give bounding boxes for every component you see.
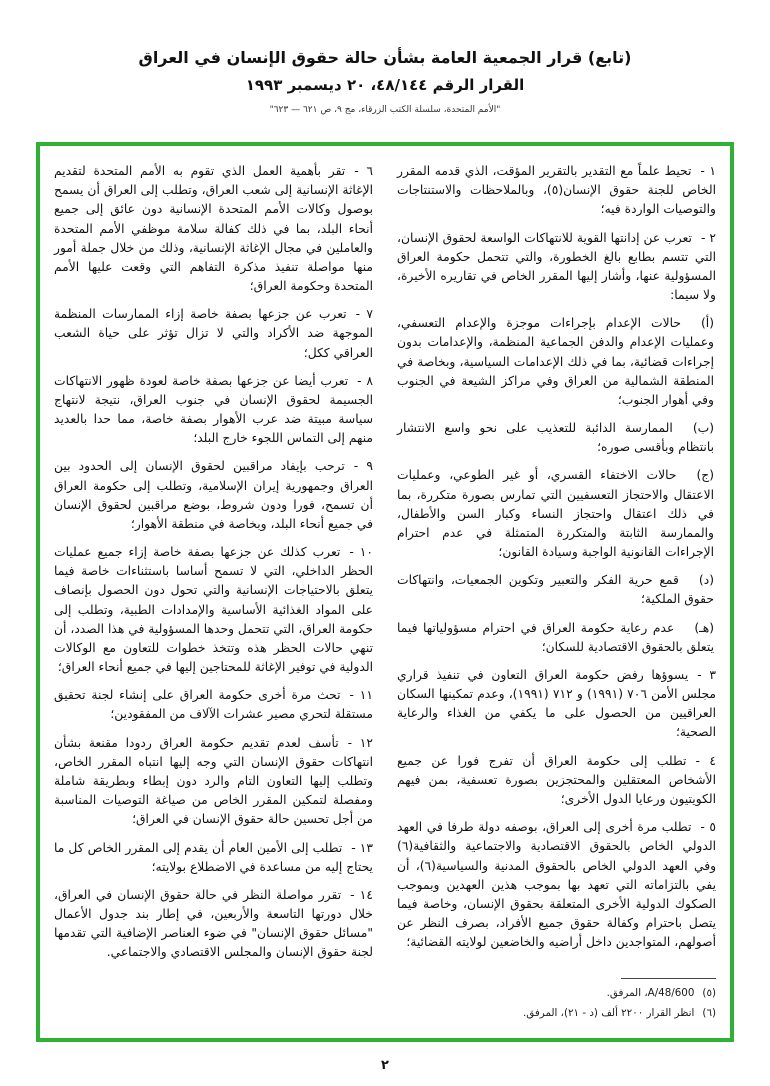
paragraph <box>397 314 716 410</box>
paragraph-text: تعرب عن جزعها بصفة خاصة إزاء الممارسات المنظمة الموجهة ضد الأكراد والتي لا تزال تؤثر على حياة الشعب العراقي ككل؛ <box>54 307 373 360</box>
item-marker: ٤ - <box>695 753 716 768</box>
paragraph-text: تطلب إلى الأمين العام أن يقدم إلى المقرر الخاص كل ما يحتاج إليه من مساعدة في الاضطلاع بولايته؛ <box>54 840 373 874</box>
footnote-marker: (٥) <box>702 987 716 1000</box>
paragraph <box>397 818 716 952</box>
item-marker: (د) <box>698 573 714 588</box>
paragraph <box>54 457 373 534</box>
footnote-text: انظر القرار ٢٢٠٠ ألف (د - ٢١)، المرفق. <box>522 1007 695 1020</box>
paragraph <box>397 419 716 457</box>
item-marker: ٢ - <box>700 230 716 245</box>
footnotes <box>397 966 716 1026</box>
footnote-text: A/48/600، المرفق. <box>606 987 695 1000</box>
right-column <box>397 162 716 1026</box>
content-frame <box>36 142 734 1042</box>
paragraph-text: تعرب أيضا عن جزعها بصفة خاصة لعودة ظهور الانتهاكات الجسيمة لحقوق الإنسان في جنوب العراق، نتيجة لانتهاج سياسة مبيتة ضد عرب الأهوار بصفة خاصة، مما حدا بالعديد منهم إلى التماس اللجوء خارج البلد؛ <box>54 373 373 446</box>
item-marker: (ب) <box>692 421 714 436</box>
paragraph-text: حالات الإعدام بإجراءات موجزة والإعدام التعسفي، وعمليات الإعدام والدفن الجماعية المنظمة، والإعدامات بدون إجراءات قضائية، بما في ذلك الإعدامات السياسية، وبخاصة في المنطقة الشمالية من العراق وفي مراكز الشيعة في الجنوب وفي أهوار الجنوب؛ <box>397 316 714 407</box>
item-marker: ١ - <box>700 164 716 178</box>
paragraph-text: حالات الاختفاء القسري، أو غير الطوعي، وعمليات الاعتقال والاحتجاز التعسفيين التي تمارس بصورة متكررة، بما في ذلك اعتقال واحتجاز النساء وكبار السن والأطفال، والممارسة الثابتة والمتكررة المتمثلة في عدم احترام الإجراءات القانونية الواجبة وسيادة القانون؛ <box>397 468 714 560</box>
item-marker: ١٤ - <box>350 887 373 902</box>
paragraph-text: تطلب مرة أخرى إلى العراق، بوصفه دولة طرفا في العهد الدولي الخاص بالحقوق الاقتصادية والاجتماعية والثقافية(٦) وفي العهد الدولي الخاص بالحقوق المدنية والسياسية(٦)، أن يفي بالتزاماته التي تعهد بها بموجب هذين العهدين وبموجب الصكوك الدولية الأخرى المتعلقة بحقوق الإنسان، وخاصة فيما يتصل باحترام وكفالة حقوق جميع الأفراد، بصرف النظر عن أصولهم، المتواجدين داخل أراضيه والخاضعين لولايته القضائية؛ <box>397 820 717 950</box>
paragraph-text: تعرب كذلك عن جزعها بصفة خاصة إزاء جميع عمليات الحظر الداخلي، التي لا تسمح أساسا باستثناءات خاصة فيما يتعلق بالاحتياجات الإنسانية والتي تحول دون الحصول بإنصاف على المواد الغذائية الأساسية والإمدادات الطبية، وتطلب إلى حكومة العراق، التي تتحمل وحدها المسؤولية في هذا الصدد، أن تنهي حالات الحظر هذه وتتخذ خطوات للتعاون مع الوكالات الدولية في توفير الإغاثة للمحتاجين إليها في جميع أنحاء العراق؛ <box>54 545 373 675</box>
item-marker: ١٠ - <box>349 545 373 560</box>
item-marker: (أ) <box>700 316 714 331</box>
paragraph-text: تأسف لعدم تقديم حكومة العراق ردودا مقنعة بشأن انتهاكات حقوق الإنسان التي وجه إليها انتباه المقرر الخاص، وتطلب إليها التعاون التام والرد دون إبطاء وبطريقة شاملة ومفصلة لتمكين المقرر الخاص من صياغة التوصيات المناسبة من أجل تحسين حالة حقوق الإنسان في العراق؛ <box>54 735 373 827</box>
paragraph-text: عدم رعاية حكومة العراق في احترام مسؤولياتها فيما يتعلق بالحقوق الاقتصادية للسكان؛ <box>397 620 714 654</box>
paragraph-text: الممارسة الدائبة للتعذيب على نحو واسع الانتشار بانتظام وبأقسى صوره؛ <box>397 421 714 455</box>
paragraph <box>397 162 716 220</box>
item-marker: ١١ - <box>349 688 373 703</box>
item-marker: ١٣ - <box>351 840 373 855</box>
item-marker: ٣ - <box>697 667 716 682</box>
paragraph <box>54 543 373 677</box>
paragraph-text: تحث مرة أخرى حكومة العراق على إنشاء لجنة تحقيق مستقلة لتحري مصير عشرات الآلاف من المفقودين؛ <box>54 688 373 722</box>
item-marker: ٨ - <box>357 373 373 388</box>
item-marker: (ج) <box>696 468 714 483</box>
paragraph <box>54 305 373 363</box>
footnote-divider <box>621 978 716 979</box>
item-marker: ٩ - <box>353 459 373 474</box>
item-marker: ٦ - <box>354 164 373 178</box>
paragraph <box>397 666 716 743</box>
paragraph-text: تطلب إلى حكومة العراق أن تفرج فورا عن جميع الأشخاص المعتقلين والمحتجزين بصورة تعسفية، بمن فيهم الكويتيون ورعايا الدول الأخرى؛ <box>397 753 716 806</box>
paragraph-text: تقرر مواصلة النظر في حالة حقوق الإنسان في العراق، خلال دورتها التاسعة والأربعين، في إطار بند جدول الأعمال "مسائل حقوق الإنسان" في ضوء العناصر الإضافية التي تقدمها لجنة حقوق الإنسان والمجلس الاقتصادي والاجتماعي. <box>54 887 373 960</box>
item-marker: ٧ - <box>355 307 373 322</box>
paragraph-text: ترحب بإيفاد مراقبين لحقوق الإنسان إلى الحدود بين العراق وجمهورية إيران الإسلامية، وتطلب إلى حكومة العراق أن تسمح، فورا ودون شروط، بوضع مراقبين لحقوق الإنسان في جميع أنحاء البلد، وبخاصة في منطقة الأهوار؛ <box>54 459 373 531</box>
page-number: ٢ <box>381 1058 389 1073</box>
paragraph <box>397 571 716 609</box>
paragraph <box>54 686 373 724</box>
footnote-marker: (٦) <box>702 1007 716 1020</box>
item-marker: (هـ) <box>694 620 714 635</box>
document-title: (تابع) قرار الجمعية العامة بشأن حالة حقوق الإنسان في العراق <box>138 48 632 67</box>
paragraph <box>397 229 716 306</box>
paragraph <box>54 839 373 877</box>
resolution-number: القرار الرقم ٤٨/١٤٤، ٢٠ ديسمبر ١٩٩٣ <box>245 76 525 94</box>
item-marker: ٥ - <box>700 820 716 835</box>
left-column <box>54 162 373 1026</box>
paragraph <box>397 752 716 810</box>
paragraph <box>397 619 716 657</box>
paragraph-text: تقر بأهمية العمل الذي تقوم به الأمم المتحدة لتقديم الإغاثة الإنسانية إلى شعب العراق، وتطلب إلى العراق أن يسمح بوصول وكالات الأمم المتحدة الإنسانية دون عائق إلى جميع أنحاء البلد، بما في ذلك كفالة سلامة موظفي الأمم المتحدة والعاملين في مجال الإغاثة الإنسانية، وذلك من خلال جملة أمور منها مواصلة تنفيذ مذكرة التفاهم التي وقعت عليها الأمم المتحدة وحكومة العراق؛ <box>54 164 373 294</box>
paragraph-text: تعرب عن إدانتها القوية للانتهاكات الواسعة لحقوق الإنسان، التي تتسم بطابع بالغ الخطورة، والتي تتحمل حكومة العراق المسؤولية عنها، وأشار إليها المقرر الخاص في تقاريره الأخيرة، ولا سيما: <box>397 230 716 303</box>
source-citation: "الأمم المتحدة، سلسلة الكتب الزرقاء، مج ٩، ص ٦٢١ — ٦٢٣" <box>269 105 501 115</box>
paragraph <box>54 886 373 963</box>
paragraph <box>54 372 373 449</box>
paragraph <box>54 734 373 830</box>
two-column-layout <box>54 162 716 1026</box>
paragraph <box>54 162 373 296</box>
paragraph-text: قمع حرية الفكر والتعبير وتكوين الجمعيات، وانتهاكات حقوق الملكية؛ <box>397 573 714 607</box>
footnote <box>397 986 716 1001</box>
footnote <box>397 1006 716 1021</box>
paragraph <box>397 466 716 562</box>
paragraph-text: يسوؤها رفض حكومة العراق التعاون في تنفيذ قراري مجلس الأمن ٧٠٦ (١٩٩١) و ٧١٢ (١٩٩١)، وعدم تمكينها السكان العراقيين من الحصول على ما يكفي من الغذاء والرعاية الصحية؛ <box>397 667 716 740</box>
paragraph-text: تحيط علماً مع التقدير بالتقرير المؤقت، الذي قدمه المقرر الخاص للجنة حقوق الإنسان(٥)، وبالملاحظات والاستنتاجات والتوصيات الواردة فيه؛ <box>397 164 716 217</box>
item-marker: ١٢ - <box>347 735 373 750</box>
document-header <box>0 0 770 115</box>
